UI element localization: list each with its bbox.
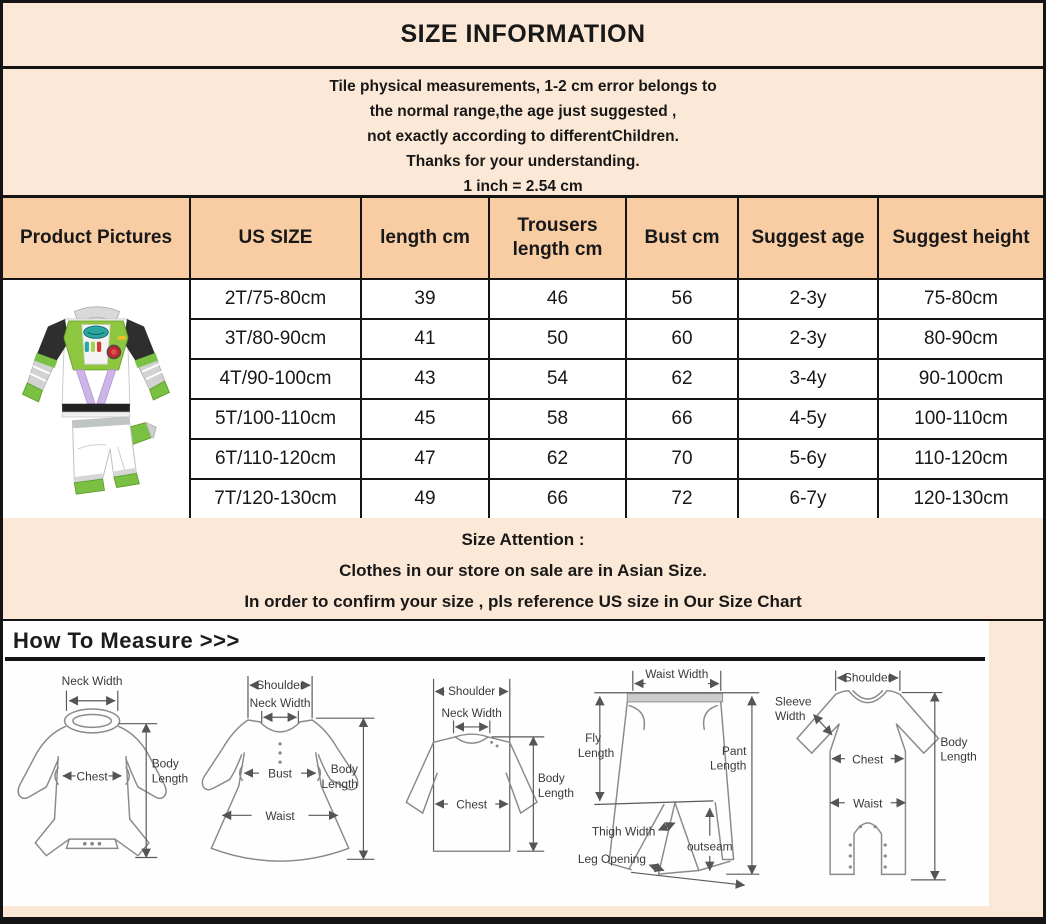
cell-age: 2-3y — [739, 320, 877, 358]
label-body-length: Length — [151, 771, 189, 786]
label-body-length: Length — [537, 786, 574, 800]
label-leg-opening: Leg Opening — [577, 852, 647, 867]
cell-trousers: 62 — [490, 440, 625, 478]
cell-trousers: 66 — [490, 480, 625, 518]
note-line: Thanks for your understanding. — [406, 153, 640, 170]
cell-height: 110-120cm — [879, 440, 1043, 478]
label-shoulder: Shoulder — [256, 677, 304, 692]
cell-trousers: 46 — [490, 280, 625, 318]
size-table — [3, 198, 1043, 518]
cell-us-size: 2T/75-80cm — [191, 280, 360, 318]
note-band — [3, 69, 1043, 198]
label-body-length: Body — [151, 756, 179, 771]
measure-section — [3, 621, 989, 906]
cell-us-size: 3T/80-90cm — [191, 320, 360, 358]
cell-length: 49 — [362, 480, 488, 518]
label-neck-width: Neck Width — [441, 706, 502, 720]
label-chest: Chest — [76, 769, 108, 784]
label-outseam: outseam — [686, 839, 733, 854]
cell-bust: 62 — [627, 360, 737, 398]
cell-height: 75-80cm — [879, 280, 1043, 318]
measure-diagram-bodysuit — [5, 665, 193, 885]
col-header-suggest-age: Suggest age — [739, 198, 877, 278]
label-chest: Chest — [852, 752, 884, 767]
cell-age: 2-3y — [739, 280, 877, 318]
label-body-length: Body — [330, 762, 358, 777]
cell-length: 43 — [362, 360, 488, 398]
cell-us-size: 6T/110-120cm — [191, 440, 360, 478]
cell-height: 100-110cm — [879, 400, 1043, 438]
cell-age: 4-5y — [739, 400, 877, 438]
cell-length: 45 — [362, 400, 488, 438]
col-header-bust: Bust cm — [627, 198, 737, 278]
note-line: Tile physical measurements, 1-2 cm error belongs to — [329, 78, 717, 95]
col-header-trousers-length: Trousers length cm — [490, 198, 625, 278]
cell-age: 5-6y — [739, 440, 877, 478]
label-neck-width: Neck Width — [61, 674, 123, 689]
cell-bust: 72 — [627, 480, 737, 518]
title-band — [3, 3, 1043, 69]
attention-line: In order to confirm your size , pls reference US size in Our Size Chart — [244, 592, 802, 611]
cell-trousers: 50 — [490, 320, 625, 358]
attention-band — [3, 518, 1043, 621]
measure-diagram-romper — [773, 665, 980, 890]
label-waist: Waist — [853, 796, 883, 811]
col-header-product-pictures: Product Pictures — [3, 198, 189, 278]
label-sleeve-width: Width — [775, 709, 806, 724]
label-bust: Bust — [268, 766, 292, 781]
cell-bust: 56 — [627, 280, 737, 318]
measure-diagram-dress — [193, 665, 390, 885]
cell-length: 39 — [362, 280, 488, 318]
col-header-suggest-height: Suggest height — [879, 198, 1043, 278]
label-shoulder: Shoulder — [843, 670, 892, 685]
cell-us-size: 4T/90-100cm — [191, 360, 360, 398]
cell-height: 120-130cm — [879, 480, 1043, 518]
right-margin-strip — [989, 621, 1043, 906]
col-header-length: length cm — [362, 198, 488, 278]
measure-diagram-shirt — [390, 665, 576, 885]
cell-bust: 66 — [627, 400, 737, 438]
measure-diagram-pants — [576, 665, 773, 890]
cell-trousers: 58 — [490, 400, 625, 438]
cell-bust: 60 — [627, 320, 737, 358]
cell-us-size: 5T/100-110cm — [191, 400, 360, 438]
cell-trousers: 54 — [490, 360, 625, 398]
cell-age: 3-4y — [739, 360, 877, 398]
note-line: 1 inch = 2.54 cm — [463, 178, 583, 195]
cell-us-size: 7T/120-130cm — [191, 480, 360, 518]
cell-bust: 70 — [627, 440, 737, 478]
cell-length: 47 — [362, 440, 488, 478]
label-body-length: Body — [537, 772, 565, 786]
note-line: the normal range,the age just suggested , — [369, 103, 677, 120]
label-neck-width: Neck Width — [249, 696, 311, 711]
col-header-us-size: US SIZE — [191, 198, 360, 278]
label-thigh-width: Thigh Width — [591, 824, 656, 839]
label-pant-length: Pant — [721, 744, 747, 759]
cell-height: 90-100cm — [879, 360, 1043, 398]
attention-line: Size Attention : — [461, 530, 585, 549]
label-chest: Chest — [456, 798, 488, 812]
measure-heading: How To Measure >>> — [13, 628, 240, 653]
cell-length: 41 — [362, 320, 488, 358]
product-image-buzz-pajamas — [16, 297, 176, 502]
measure-diagrams — [3, 661, 989, 890]
label-sleeve-width: Sleeve — [775, 694, 812, 709]
attention-line: Clothes in our store on sale are in Asian Size. — [339, 561, 707, 580]
product-picture-cell — [3, 280, 189, 518]
cell-age: 6-7y — [739, 480, 877, 518]
label-waist-width: Waist Width — [645, 667, 709, 682]
page-title: SIZE INFORMATION — [400, 20, 646, 48]
label-body-length: Length — [940, 749, 977, 764]
label-body-length: Body — [940, 734, 968, 749]
label-body-length: Length — [321, 776, 358, 791]
label-fly-length: Length — [577, 745, 615, 760]
note-line: not exactly according to differentChildren. — [367, 128, 679, 145]
label-waist: Waist — [265, 808, 295, 823]
label-pant-length: Length — [710, 758, 747, 773]
measure-band — [3, 621, 1043, 906]
label-shoulder: Shoulder — [448, 685, 496, 699]
label-fly-length: Fly — [585, 731, 602, 746]
cell-height: 80-90cm — [879, 320, 1043, 358]
